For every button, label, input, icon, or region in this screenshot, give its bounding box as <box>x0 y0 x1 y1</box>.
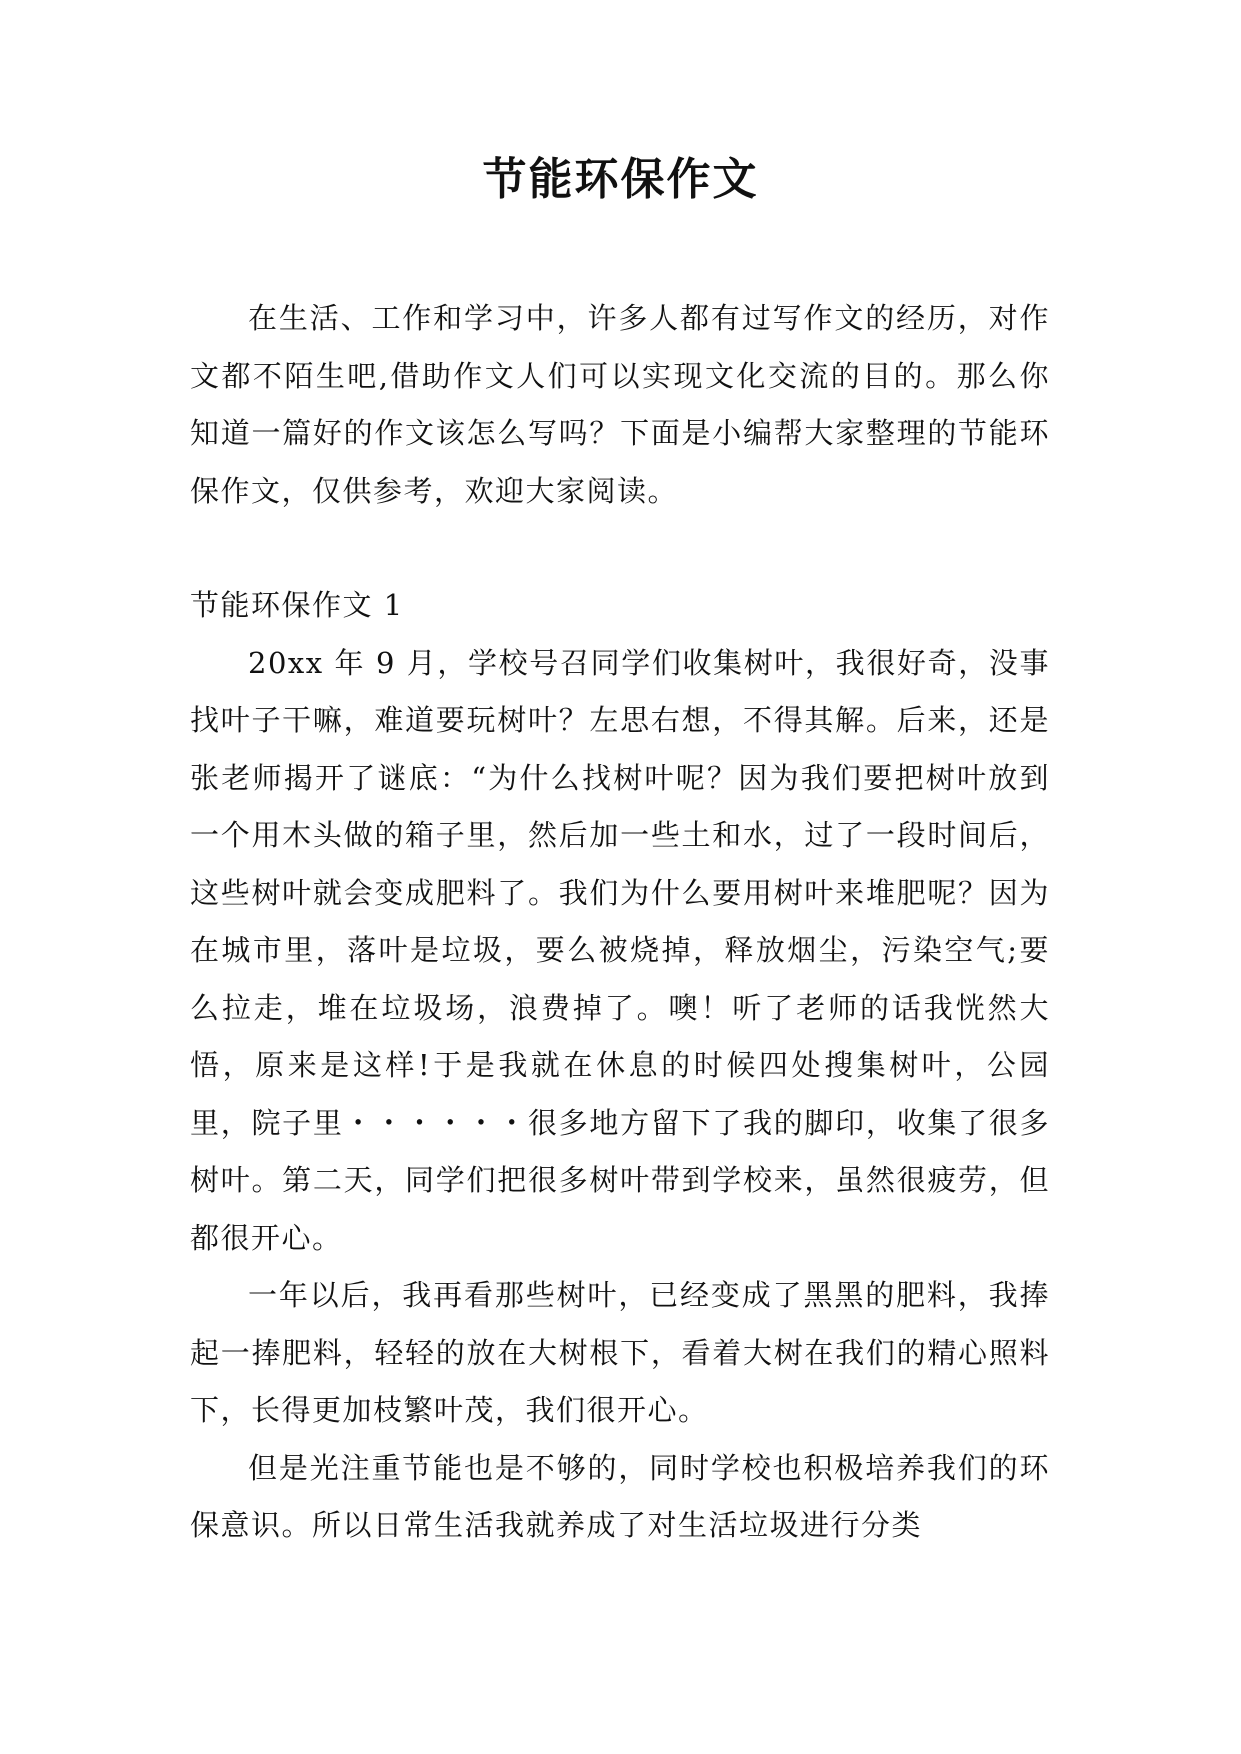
document-title: 节能环保作文 <box>482 154 759 205</box>
body-paragraph-3: 但是光注重节能也是不够的，同时学校也积极培养我们的环保意识。所以日常生活我就养成了对生活垃圾进行分类 <box>190 1450 1050 1542</box>
section-heading: 节能环保作文 1 <box>190 588 404 622</box>
body-paragraph-2: 一年以后，我再看那些树叶，已经变成了黑黑的肥料，我捧起一捧肥料，轻轻的放在大树根下，看着大树在我们的精心照料下，长得更加枝繁叶茂，我们很开心。 <box>190 1278 1050 1427</box>
document-body <box>190 290 1050 1555</box>
body-paragraph-1: 20xx 年 9 月，学校号召同学们收集树叶，我很好奇，没事找叶子干嘛，难道要玩树叶？左思右想，不得其解。后来，还是张老师揭开了谜底：“为什么找树叶呢？因为我们要把树叶放到一个用木头做的箱子里，然后加一些土和水，过了一段时间后，这些树叶就会变成肥料了。我们为什么要用树叶来堆肥呢？因为在城市里，落叶是垃圾，要么被烧掉，释放烟尘，污染空气;要么拉走，堆在垃圾场，浪费掉了。噢！听了老师的话我恍然大悟，原来是这样!于是我就在休息的时候四处搜集树叶，公园里，院子里・・・・・・很多地方留下了我的脚印，收集了很多树叶。第二天，同学们把很多树叶带到学校来，虽然很疲劳，但都很开心。 <box>190 645 1050 1255</box>
intro-paragraph: 在生活、工作和学习中，许多人都有过写作文的经历，对作文都不陌生吧,借助作文人们可以实现文化交流的目的。那么你知道一篇好的作文该怎么写吗？下面是小编帮大家整理的节能环保作文，仅供参考，欢迎大家阅读。 <box>190 301 1050 508</box>
